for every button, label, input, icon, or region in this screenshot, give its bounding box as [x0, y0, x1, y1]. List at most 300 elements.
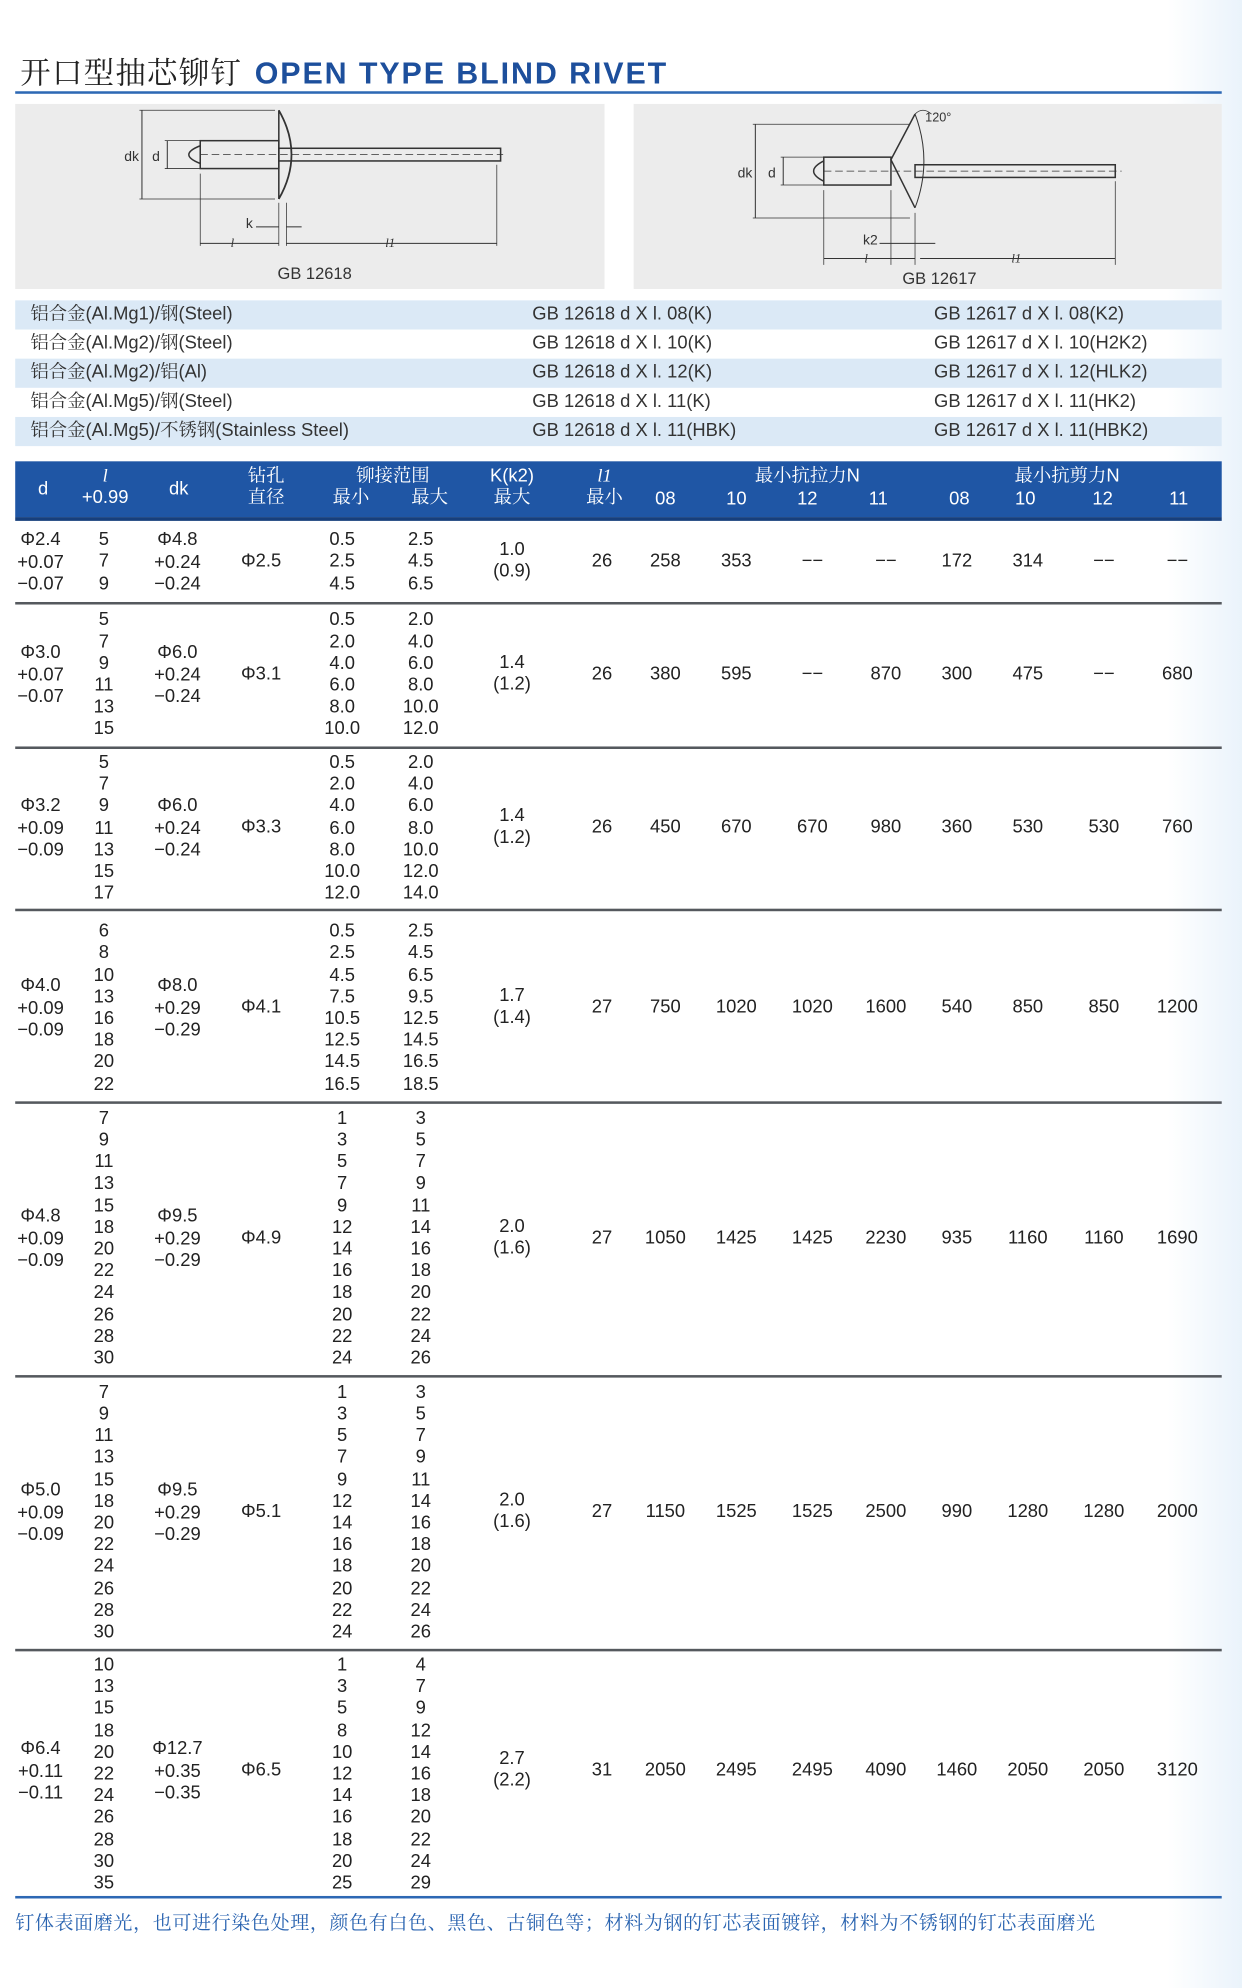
cell-grip-max-line: 11	[411, 1195, 431, 1217]
cell-tensile: 870	[870, 664, 902, 685]
cell-dk	[142, 976, 213, 1043]
cell-shear: 850	[1012, 997, 1044, 1018]
cell-grip-min-line: 2.0	[329, 774, 355, 795]
cell-k-line: (1.6)	[493, 1238, 531, 1259]
cell-tensile: 670	[797, 817, 828, 838]
cell-l-line: 24	[93, 1556, 115, 1578]
cell-l	[79, 1382, 130, 1644]
cell-d-line: −0.07	[17, 686, 64, 708]
cell-d	[15, 530, 66, 597]
cell-grip-max-line: 24	[410, 1851, 431, 1872]
cell-d-line: Φ5.0	[20, 1480, 61, 1501]
table-row-group	[15, 1105, 1222, 1374]
cell-grip-max-line: 12.5	[402, 1008, 439, 1030]
cell-d-line: Φ2.4	[20, 529, 61, 551]
header-shear-title: 最小抗剪力N	[1014, 466, 1120, 487]
cell-dk-line: Φ6.0	[157, 642, 198, 663]
cell-grip-min-line: 6.0	[329, 675, 355, 696]
cell-k	[484, 986, 540, 1030]
cell-grip-max	[395, 1109, 446, 1371]
cell-grip-min-line: 8.0	[329, 697, 355, 718]
cell-grip-min-line: 3	[337, 1130, 348, 1151]
cell-tensile: 2050	[644, 1760, 686, 1781]
cell-d-line: +0.07	[17, 551, 64, 573]
cell-l-line: 15	[93, 719, 115, 740]
cell-l-line: 22	[93, 1764, 115, 1785]
cell-l-line: 7	[98, 1108, 110, 1129]
cell-l-line: 7	[98, 774, 110, 795]
cell-l-line: 5	[98, 752, 110, 774]
cell-hole-diameter: Φ2.5	[240, 551, 282, 572]
header-l1: l1	[597, 466, 612, 487]
material-row	[15, 359, 1222, 388]
cell-l-line: 6	[98, 921, 110, 942]
cell-shear: 990	[941, 1501, 973, 1523]
cell-l-line: 9	[98, 573, 110, 594]
cell-grip-min-line: 7	[337, 1447, 348, 1469]
table-row-group	[15, 606, 1222, 745]
cell-shear: 1460	[936, 1760, 978, 1781]
cell-tensile: 595	[720, 664, 752, 685]
cell-grip-min-line: 20	[331, 1304, 353, 1326]
cell-grip-max-line: 20	[410, 1556, 431, 1578]
cell-grip-max-line: 22	[410, 1304, 431, 1326]
materials-table	[15, 300, 1222, 446]
cell-grip-min-line: 12.0	[324, 883, 361, 904]
cell-l-line: 22	[93, 1261, 115, 1282]
row-divider	[15, 1101, 1222, 1104]
cell-l-line: 10	[93, 1655, 115, 1676]
material-row	[15, 388, 1222, 417]
cell-l	[79, 610, 130, 741]
cell-k-line: (0.9)	[493, 561, 531, 582]
header-d: d	[37, 479, 49, 500]
dim-d-label: d	[152, 147, 160, 164]
cell-k-line: (1.4)	[493, 1007, 531, 1029]
cell-shear: 2000	[1156, 1501, 1198, 1523]
cell-tensile: −−	[801, 551, 824, 572]
cell-grip-min-line: 9	[337, 1195, 348, 1217]
dim-k-label: k	[245, 215, 253, 232]
cell-grip-min-line: 12	[331, 1491, 353, 1512]
cell-l-line: 18	[93, 1720, 115, 1741]
row-divider	[15, 1375, 1222, 1378]
cell-l1: 31	[591, 1760, 613, 1781]
cell-d-line: +0.07	[17, 664, 64, 686]
cell-tensile: 670	[720, 817, 752, 838]
cell-grip-max-line: 18	[410, 1535, 431, 1556]
drawing-gb12617	[634, 104, 1222, 289]
header-k-max: 最大	[493, 487, 531, 509]
cell-tensile: 1425	[715, 1228, 757, 1249]
cell-l1: 26	[591, 551, 613, 572]
cell-grip-max-line: 14	[410, 1742, 431, 1763]
header-hole-top: 钻孔	[247, 466, 285, 487]
cell-hole-diameter: Φ4.1	[240, 997, 282, 1018]
cell-dk	[142, 1207, 213, 1274]
cell-k-line: 1.4	[499, 652, 525, 673]
cell-grip-max-line: 14	[410, 1491, 431, 1512]
cell-shear: −−	[1093, 551, 1115, 572]
cell-grip-max-line: 14.5	[402, 1030, 439, 1051]
cell-d	[15, 796, 66, 863]
material-gb12617-code: GB 12617 d X l. 12(HLK2)	[934, 362, 1148, 383]
cell-grip-max-line: 5	[415, 1404, 426, 1425]
material-gb12617-code: GB 12617 d X l. 08(K2)	[934, 304, 1125, 325]
cell-dk	[142, 1739, 213, 1806]
cell-grip-min-line: 7	[337, 1174, 348, 1195]
material-gb12618-code: GB 12618 d X l. 10(K)	[532, 333, 713, 354]
cell-l-line: 20	[93, 1239, 115, 1260]
material-gb12617-code: GB 12617 d X l. 11(HBK2)	[934, 420, 1149, 442]
cell-shear: 530	[1012, 817, 1044, 838]
cell-shear: 3120	[1156, 1760, 1198, 1781]
page-title	[20, 48, 668, 92]
cell-grip-max-line: 22	[410, 1578, 431, 1599]
cell-l1: 27	[591, 997, 613, 1018]
cell-shear: 680	[1162, 664, 1193, 685]
cell-grip-max-line: 16	[410, 1764, 431, 1785]
table-row-group	[15, 1379, 1222, 1648]
cell-l-line: 15	[93, 1195, 115, 1217]
cell-k	[484, 806, 540, 850]
cell-tensile: 1425	[791, 1228, 833, 1249]
cell-dk-line: +0.29	[154, 1502, 201, 1523]
cell-d-line: Φ4.0	[20, 975, 61, 997]
cell-grip-max	[395, 922, 446, 1096]
header-tensile-12: 12	[797, 489, 818, 510]
cell-dk-line: +0.24	[154, 818, 201, 839]
cell-grip-max-line: 22	[410, 1829, 431, 1850]
cell-l-line: 30	[93, 1348, 115, 1369]
cell-d	[15, 1739, 66, 1806]
cell-grip-max-line: 12.0	[402, 719, 439, 740]
cell-l-line: 28	[93, 1326, 115, 1347]
cell-grip-min-line: 14	[331, 1785, 353, 1807]
cell-grip-max-line: 8.0	[407, 818, 434, 839]
cell-dk-line: Φ4.8	[157, 529, 198, 551]
cell-dk-line: +0.35	[154, 1760, 201, 1782]
cell-grip-max-line: 6.5	[407, 965, 434, 986]
cell-d-line: +0.09	[17, 1228, 64, 1249]
cell-grip-max-line: 2.5	[407, 921, 434, 942]
cell-shear: −−	[1166, 551, 1189, 572]
cell-grip-min	[317, 610, 368, 741]
dim-k2-label: k2	[863, 231, 878, 248]
cell-grip-max-line: 9	[415, 1174, 426, 1195]
cell-dk	[142, 530, 213, 597]
cell-d-line: Φ3.2	[20, 795, 61, 817]
cell-grip-min	[317, 530, 368, 595]
row-divider	[15, 602, 1222, 605]
cell-l-line: 18	[93, 1030, 115, 1051]
cell-grip-min-line: 10	[331, 1742, 353, 1763]
cell-dk-line: +0.29	[154, 998, 201, 1019]
cell-shear: 360	[941, 817, 973, 838]
material-name: 铝合金(Al.Mg5)/钢(Steel)	[30, 391, 233, 412]
cell-l-line: 24	[93, 1283, 115, 1304]
material-row	[15, 330, 1222, 359]
cell-grip-min-line: 4.0	[329, 796, 355, 817]
cell-dk	[142, 1480, 213, 1547]
drawing-gb12618	[15, 104, 604, 289]
cell-l-line: 15	[93, 1469, 115, 1490]
material-row	[15, 417, 1222, 446]
cell-grip-min	[317, 1382, 368, 1644]
cell-grip-max	[395, 753, 446, 906]
dim-d-label: d	[768, 164, 776, 181]
cell-k-line: (1.2)	[493, 827, 531, 849]
cell-grip-max-line: 10.0	[402, 840, 439, 861]
cell-l-line: 20	[93, 1513, 115, 1534]
cell-tensile: 353	[720, 551, 752, 572]
cell-grip-min-line: 24	[331, 1622, 353, 1643]
cell-shear: 760	[1162, 817, 1193, 838]
material-gb12618-code: GB 12618 d X l. 11(K)	[532, 391, 711, 412]
cell-tensile: 980	[870, 817, 902, 838]
dim-l-label: l	[230, 236, 235, 251]
cell-dk-line: +0.24	[154, 551, 201, 573]
cell-grip-min-line: 5	[337, 1426, 348, 1447]
cell-grip-max	[395, 530, 446, 595]
cell-tensile: 258	[650, 551, 681, 572]
cell-grip-min-line: 16	[331, 1535, 353, 1556]
cell-l-line: 8	[98, 943, 110, 964]
cell-grip-min-line: 18	[331, 1556, 353, 1578]
cell-grip-max-line: 2.0	[407, 752, 434, 774]
cell-grip-max-line: 5	[415, 1130, 426, 1151]
cell-dk-line: Φ12.7	[152, 1738, 203, 1760]
cell-hole-diameter: Φ3.3	[240, 817, 282, 838]
cell-grip-max	[395, 1382, 446, 1644]
cell-shear: 850	[1088, 997, 1120, 1018]
cell-tensile: 1020	[791, 997, 833, 1018]
cell-grip-max-line: 11	[411, 1469, 431, 1490]
cell-l-line: 26	[93, 1578, 115, 1599]
cell-l1: 27	[591, 1501, 613, 1523]
cell-l-line: 18	[93, 1491, 115, 1512]
cell-grip-min-line: 12	[331, 1764, 353, 1785]
cell-k	[484, 1749, 540, 1793]
cell-shear: 540	[941, 997, 973, 1018]
cell-l-line: 9	[98, 796, 110, 817]
cell-shear: 172	[941, 551, 973, 572]
cell-grip-min-line: 14	[331, 1239, 353, 1260]
header-divider	[15, 517, 1222, 521]
cell-d-line: Φ4.8	[20, 1206, 61, 1227]
cell-l-line: 30	[93, 1622, 115, 1643]
cell-d-line: Φ6.4	[20, 1738, 61, 1760]
cell-grip-min-line: 22	[331, 1600, 353, 1621]
table-row-group	[15, 525, 1222, 601]
cell-l-line: 5	[98, 610, 110, 631]
cell-grip-min-line: 0.5	[329, 610, 355, 631]
cell-k-line: (1.2)	[493, 674, 531, 695]
cell-l-line: 9	[98, 1130, 110, 1151]
header-tensile-title: 最小抗拉力N	[754, 466, 860, 487]
cell-l-line: 16	[93, 1008, 115, 1030]
material-row	[15, 300, 1222, 329]
cell-shear: 1200	[1156, 997, 1198, 1018]
cell-grip-max-line: 18.5	[402, 1074, 439, 1095]
cell-d-line: −0.09	[17, 1020, 64, 1041]
cell-grip-min-line: 3	[337, 1404, 348, 1425]
cell-l-line: 11	[94, 1426, 114, 1447]
cell-l-line: 26	[93, 1304, 115, 1326]
cell-dk-line: +0.29	[154, 1228, 201, 1249]
cell-grip-max-line: 14.0	[402, 883, 439, 904]
cell-l-line: 9	[98, 653, 110, 674]
material-gb12618-code: GB 12618 d X l. 12(K)	[532, 362, 713, 383]
material-name: 铝合金(Al.Mg2)/铝(Al)	[30, 362, 208, 383]
cell-l1: 26	[591, 817, 613, 838]
cell-grip-min-line: 14	[331, 1513, 353, 1534]
cell-grip-max	[395, 610, 446, 741]
cell-dk	[142, 796, 213, 863]
cell-grip-max-line: 4.0	[407, 774, 434, 795]
cell-d	[15, 643, 66, 710]
header-shear-10: 10	[1015, 489, 1036, 510]
cell-grip-min-line: 5	[337, 1152, 348, 1173]
table-row-group	[15, 918, 1222, 1100]
cell-hole-diameter: Φ4.9	[240, 1228, 282, 1249]
rivet-drawing-countersunk-head	[634, 104, 1222, 289]
cell-k-line: 1.7	[499, 985, 525, 1007]
cell-k-line: 2.0	[499, 1216, 525, 1237]
cell-grip-min-line: 2.5	[329, 551, 355, 573]
cell-d	[15, 976, 66, 1043]
cell-d-line: −0.09	[17, 1524, 64, 1545]
cell-grip-max-line: 12.0	[402, 861, 439, 883]
cell-grip-max-line: 12	[410, 1720, 431, 1741]
cell-grip-min-line: 1	[337, 1655, 348, 1676]
cell-l-line: 10	[93, 965, 115, 986]
cell-d-line: +0.11	[17, 1760, 64, 1782]
cell-l	[79, 1109, 130, 1371]
header-l1-min: 最小	[586, 487, 623, 509]
cell-grip-max-line: 24	[410, 1326, 431, 1347]
header-shear-11: 11	[1169, 489, 1189, 510]
cell-dk-line: Φ9.5	[157, 1206, 198, 1227]
cell-grip-min-line: 25	[331, 1873, 353, 1894]
material-gb12617-code: GB 12617 d X l. 10(H2K2)	[934, 333, 1148, 354]
material-gb12617-code: GB 12617 d X l. 11(HK2)	[934, 391, 1136, 412]
cell-grip-min-line: 6.0	[329, 818, 355, 839]
cell-dk-line: −0.35	[154, 1783, 201, 1804]
cell-grip-min	[317, 922, 368, 1096]
cell-k-line: 2.0	[499, 1490, 525, 1511]
standard-gb12618: GB 12618	[277, 263, 352, 283]
cell-grip-min-line: 20	[331, 1578, 353, 1599]
dim-dk-label: dk	[737, 164, 753, 181]
header-grip-max: 最大	[411, 487, 449, 509]
cell-shear: 1280	[1007, 1501, 1049, 1523]
cell-grip-max-line: 7	[415, 1426, 426, 1447]
header-grip-range: 铆接范围	[356, 466, 430, 487]
cell-l-line: 7	[98, 1382, 110, 1403]
cell-grip-min-line: 20	[331, 1851, 353, 1872]
cell-tensile: 2500	[865, 1501, 907, 1523]
cell-tensile: 2495	[715, 1760, 757, 1781]
cell-grip-max-line: 9	[415, 1447, 426, 1469]
cell-l-line: 20	[93, 1052, 115, 1073]
cell-grip-max-line: 24	[410, 1600, 431, 1621]
cell-grip-min-line: 18	[331, 1829, 353, 1850]
cell-d-line: −0.07	[17, 574, 64, 595]
cell-l-line: 9	[98, 1404, 110, 1425]
header-l-tolerance: +0.99	[81, 487, 129, 509]
dim-l-label: l	[864, 251, 868, 266]
cell-shear: 2050	[1007, 1760, 1049, 1781]
cell-k	[484, 1490, 540, 1534]
cell-grip-max-line: 7	[415, 1676, 426, 1698]
material-name: 铝合金(Al.Mg2)/钢(Steel)	[30, 333, 233, 354]
cell-l-line: 15	[93, 1698, 115, 1720]
cell-shear: 1690	[1156, 1228, 1198, 1249]
cell-tensile: 1525	[715, 1501, 757, 1523]
cell-grip-min-line: 10.0	[324, 861, 361, 883]
cell-l-line: 15	[93, 861, 115, 883]
cell-grip-min-line: 8.0	[329, 840, 355, 861]
cell-d-line: +0.09	[17, 998, 64, 1019]
cell-grip-min-line: 12.5	[324, 1030, 361, 1051]
cell-dk-line: Φ9.5	[157, 1480, 198, 1501]
cell-grip-max-line: 3	[415, 1382, 426, 1403]
cell-k	[484, 540, 540, 584]
cell-shear: 2050	[1083, 1760, 1125, 1781]
material-gb12618-code: GB 12618 d X l. 08(K)	[532, 304, 713, 325]
cell-l-line: 13	[93, 1447, 115, 1469]
cell-grip-max-line: 3	[415, 1108, 426, 1129]
cell-hole-diameter: Φ6.5	[240, 1760, 282, 1781]
cell-l-line: 11	[94, 818, 114, 839]
cell-l-line: 30	[93, 1851, 115, 1872]
cell-d	[15, 1480, 66, 1547]
cell-grip-min-line: 4.5	[329, 965, 355, 986]
header-tensile-11: 11	[868, 489, 888, 510]
cell-grip-min	[317, 1655, 368, 1895]
header-hole-bottom: 直径	[247, 487, 285, 509]
cell-k-line: 2.7	[499, 1748, 525, 1770]
cell-dk-line: −0.24	[154, 840, 201, 861]
cell-shear: −−	[1093, 664, 1115, 685]
cell-shear: 300	[941, 664, 973, 685]
cell-grip-max-line: 9	[415, 1698, 426, 1720]
cell-l-line: 11	[94, 675, 114, 696]
cell-k	[484, 653, 540, 697]
header-l: l	[102, 466, 108, 487]
spec-table-header	[15, 461, 1222, 517]
cell-l-line: 20	[93, 1742, 115, 1763]
cell-l-line: 13	[93, 1174, 115, 1195]
cell-l-line: 24	[93, 1785, 115, 1807]
table-bottom-divider	[15, 1896, 1222, 1899]
cell-l-line: 18	[93, 1217, 115, 1238]
cell-grip-max-line: 20	[410, 1283, 431, 1304]
cell-grip-max-line: 9.5	[407, 987, 434, 1008]
cell-tensile: −−	[801, 664, 824, 685]
cell-grip-max-line: 4.0	[407, 631, 434, 653]
cell-tensile: 1050	[644, 1228, 686, 1249]
cell-l-line: 7	[98, 631, 110, 653]
cell-l	[79, 922, 130, 1096]
cell-k-line: (2.2)	[493, 1770, 531, 1792]
header-dk: dk	[168, 479, 189, 500]
material-name: 铝合金(Al.Mg5)/不锈钢(Stainless Steel)	[30, 420, 350, 442]
cell-l-line: 35	[93, 1873, 115, 1894]
cell-grip-min-line: 24	[331, 1348, 353, 1369]
cell-k-line: (1.6)	[493, 1512, 531, 1533]
